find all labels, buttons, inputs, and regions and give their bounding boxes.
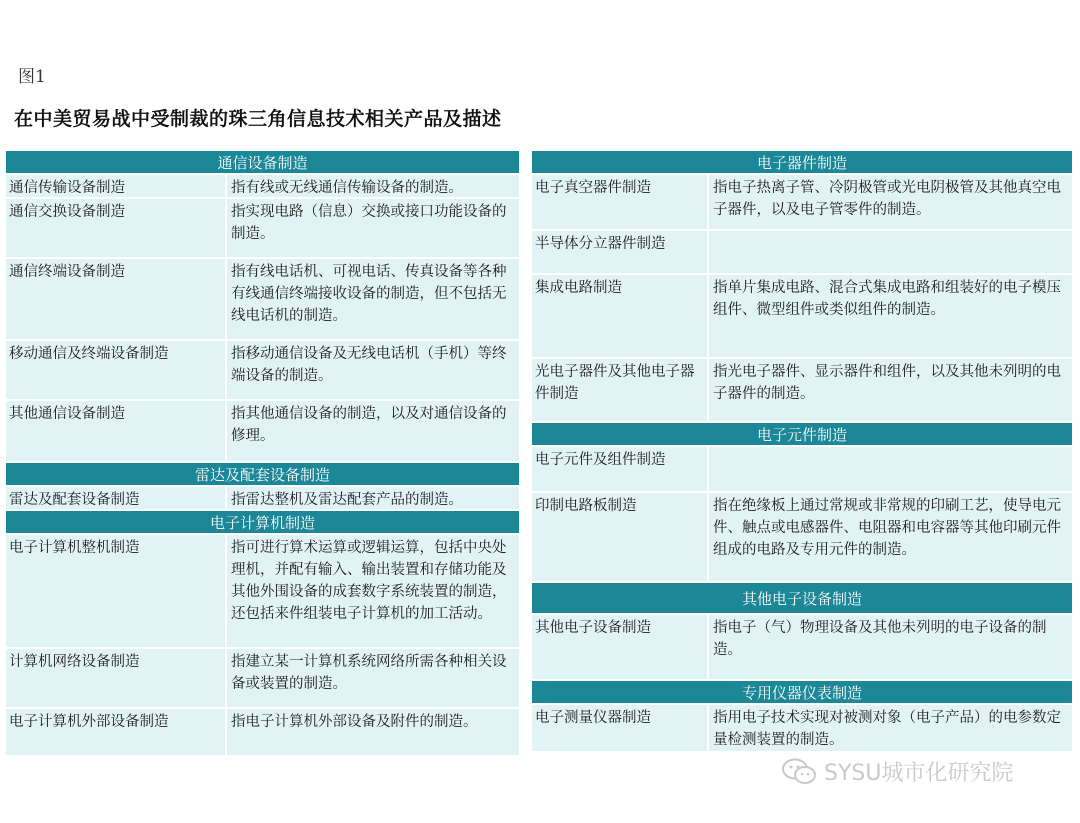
product-description: 指有线或无线通信传输设备的制造。: [227, 175, 519, 197]
product-name: 通信终端设备制造: [6, 259, 225, 339]
product-description: 指单片集成电路、混合式集成电路和组装好的电子模压组件、微型组件或类似组件的制造。: [709, 275, 1072, 357]
product-name: 计算机网络设备制造: [6, 649, 225, 707]
product-description: 指雷达整机及雷达配套产品的制造。: [227, 487, 519, 509]
section-header: 其他电子设备制造: [532, 583, 1072, 613]
product-name: 电子真空器件制造: [532, 175, 707, 229]
section-header: 通信设备制造: [6, 151, 519, 173]
product-name: 印制电路板制造: [532, 493, 707, 581]
product-name: 雷达及配套设备制造: [6, 487, 225, 509]
watermark: [782, 756, 1013, 787]
table-row: [6, 199, 519, 257]
wechat-icon: [782, 758, 816, 786]
table-row: [532, 705, 1072, 751]
product-name: 电子计算机整机制造: [6, 535, 225, 647]
table-row: [532, 447, 1072, 491]
product-description: 指其他通信设备的制造，以及对通信设备的修理。: [227, 401, 519, 461]
table-row: [6, 401, 519, 461]
product-name: 电子测量仪器制造: [532, 705, 707, 751]
table-row: [532, 615, 1072, 679]
right-table: [532, 151, 1072, 753]
left-table: [6, 151, 519, 757]
section-header: 雷达及配套设备制造: [6, 463, 519, 485]
product-name: 通信传输设备制造: [6, 175, 225, 197]
table-row: [6, 259, 519, 339]
product-description: 指用电子技术实现对被测对象（电子产品）的电参数定量检测装置的制造。: [709, 705, 1072, 751]
product-description: [709, 231, 1072, 273]
product-name: 移动通信及终端设备制造: [6, 341, 225, 399]
product-name: 光电子器件及其他电子器件制造: [532, 359, 707, 421]
section-header: 电子元件制造: [532, 423, 1072, 445]
product-name: 通信交换设备制造: [6, 199, 225, 257]
table-row: [532, 275, 1072, 357]
product-description: 指实现电路（信息）交换或接口功能设备的制造。: [227, 199, 519, 257]
page-title: 在中美贸易战中受制裁的珠三角信息技术相关产品及描述: [14, 108, 502, 130]
product-description: 指电子热离子管、冷阴极管或光电阴极管及其他真空电子器件，以及电子管零件的制造。: [709, 175, 1072, 229]
product-description: 指在绝缘板上通过常规或非常规的印刷工艺，使导电元件、触点或电感器件、电阻器和电容器等其他印刷元件组成的电路及专用元件的制造。: [709, 493, 1072, 581]
table-row: [532, 175, 1072, 229]
product-description: 指光电子器件、显示器件和组件，以及其他未列明的电子器件的制造。: [709, 359, 1072, 421]
product-description: [709, 447, 1072, 491]
section-header: 专用仪器仪表制造: [532, 681, 1072, 703]
product-description: 指有线电话机、可视电话、传真设备等各种有线通信终端接收设备的制造，但不包括无线电话机的制造。: [227, 259, 519, 339]
table-row: [6, 341, 519, 399]
product-name: 电子元件及组件制造: [532, 447, 707, 491]
product-description: 指移动通信设备及无线电话机（手机）等终端设备的制造。: [227, 341, 519, 399]
table-row: [532, 493, 1072, 581]
product-name: 电子计算机外部设备制造: [6, 709, 225, 755]
product-name: 其他通信设备制造: [6, 401, 225, 461]
table-row: [6, 649, 519, 707]
watermark-text: SYSU城市化研究院: [824, 761, 1014, 786]
product-description: 指电子计算机外部设备及附件的制造。: [227, 709, 519, 755]
product-name: 其他电子设备制造: [532, 615, 707, 679]
section-header: 电子计算机制造: [6, 511, 519, 533]
product-description: 指建立某一计算机系统网络所需各种相关设备或装置的制造。: [227, 649, 519, 707]
product-name: 集成电路制造: [532, 275, 707, 357]
table-row: [6, 535, 519, 647]
table-row: [532, 231, 1072, 273]
table-row: [6, 487, 519, 509]
table-row: [6, 175, 519, 197]
product-description: 指电子（气）物理设备及其他未列明的电子设备的制造。: [709, 615, 1072, 679]
figure-label: 图1: [18, 67, 46, 87]
section-header: 电子器件制造: [532, 151, 1072, 173]
table-row: [6, 709, 519, 755]
product-name: 半导体分立器件制造: [532, 231, 707, 273]
product-description: 指可进行算术运算或逻辑运算，包括中央处理机，并配有输入、输出装置和存储功能及其他外围设备的成套数字系统装置的制造，还包括来件组装电子计算机的加工活动。: [227, 535, 519, 647]
table-row: [532, 359, 1072, 421]
